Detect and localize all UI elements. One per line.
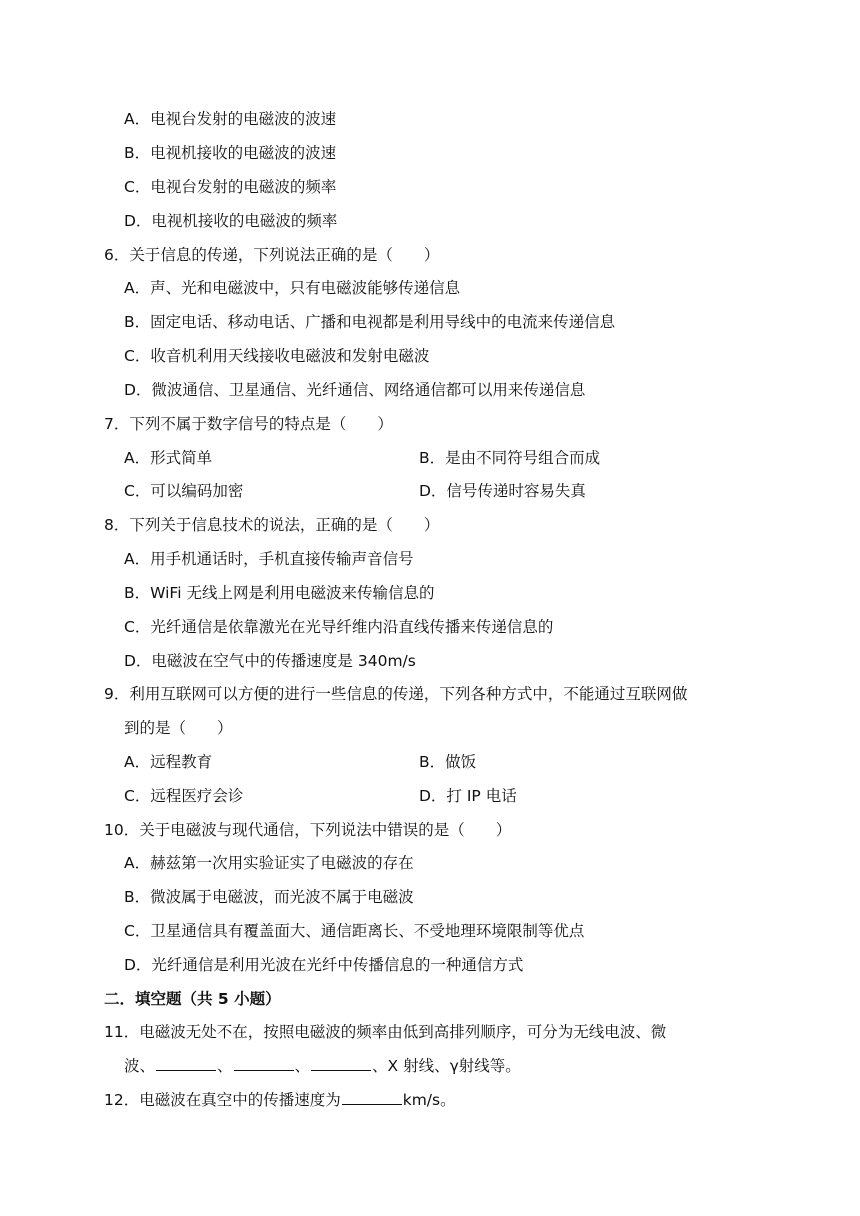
section-heading-fill-in: 二．填空题（共 5 小题） (104, 990, 281, 1008)
q7-option-a: A．形式简单 (124, 449, 213, 467)
q11-stem-line1: 11．电磁波无处不在，按照电磁波的频率由低到高排列顺序，可分为无线电波、微 (104, 1023, 667, 1041)
q5-option-b: B．电视机接收的电磁波的波速 (124, 144, 337, 162)
q11-separator-2: 、 (294, 1057, 311, 1075)
q9-stem-line1: 9．利用互联网可以方便的进行一些信息的传递，下列各种方式中，不能通过互联网做 (104, 685, 688, 703)
q9-option-b: B．做饭 (419, 753, 477, 771)
q12-stem (104, 1090, 456, 1110)
q8-option-b: B．WiFi 无线上网是利用电磁波来传输信息的 (124, 584, 435, 602)
q8-stem: 8．下列关于信息技术的说法，正确的是（ ） (104, 516, 440, 534)
q6-stem: 6．关于信息的传递，下列说法正确的是（ ） (104, 246, 440, 264)
q10-option-b: B．微波属于电磁波，而光波不属于电磁波 (124, 888, 414, 906)
q5-option-c: C．电视台发射的电磁波的频率 (124, 178, 337, 196)
q5-option-d: D．电视机接收的电磁波的频率 (124, 212, 338, 230)
q11-blank-1[interactable] (156, 1056, 216, 1071)
q7-option-c: C．可以编码加密 (124, 482, 244, 500)
q10-stem: 10．关于电磁波与现代通信，下列说法中错误的是（ ） (104, 821, 512, 839)
q11-stem-line2 (124, 1056, 521, 1076)
q9-stem-line2: 到的是（ ） (124, 719, 233, 737)
q9-option-d: D．打 IP 电话 (419, 787, 517, 805)
q12-text-start: 12．电磁波在真空中的传播速度为 (104, 1091, 341, 1109)
q6-option-c: C．收音机利用天线接收电磁波和发射电磁波 (124, 347, 430, 365)
q7-option-d: D．信号传递时容易失真 (419, 482, 586, 500)
q9-option-c: C．远程医疗会诊 (124, 787, 244, 805)
q10-option-d: D．光纤通信是利用光波在光纤中传播信息的一种通信方式 (124, 956, 524, 974)
q10-option-a: A．赫兹第一次用实验证实了电磁波的存在 (124, 854, 414, 872)
q11-text-end: 、X 射线、γ射线等。 (372, 1057, 521, 1075)
q12-text-end: km/s。 (402, 1091, 456, 1109)
q6-option-a: A．声、光和电磁波中，只有电磁波能够传递信息 (124, 279, 461, 297)
q11-blank-2[interactable] (234, 1056, 294, 1071)
q6-option-d: D．微波通信、卫星通信、光纤通信、网络通信都可以用来传递信息 (124, 381, 586, 399)
q7-option-b: B．是由不同符号组合而成 (419, 449, 601, 467)
q9-option-a: A．远程教育 (124, 753, 213, 771)
q5-option-a: A．电视台发射的电磁波的波速 (124, 110, 337, 128)
q6-option-b: B．固定电话、移动电话、广播和电视都是利用导线中的电流来传递信息 (124, 313, 616, 331)
q10-option-c: C．卫星通信具有覆盖面大、通信距离长、不受地理环境限制等优点 (124, 922, 585, 940)
q8-option-c: C．光纤通信是依靠激光在光导纤维内沿直线传播来传递信息的 (124, 618, 554, 636)
q11-blank-3[interactable] (311, 1056, 371, 1071)
q11-text-start: 波、 (124, 1057, 156, 1075)
q11-separator-1: 、 (217, 1057, 233, 1075)
q12-blank[interactable] (342, 1090, 402, 1105)
q8-option-d: D．电磁波在空气中的传播速度是 340m/s (124, 652, 416, 670)
q8-option-a: A．用手机通话时，手机直接传输声音信号 (124, 550, 414, 568)
q7-stem: 7．下列不属于数字信号的特点是（ ） (104, 415, 393, 433)
